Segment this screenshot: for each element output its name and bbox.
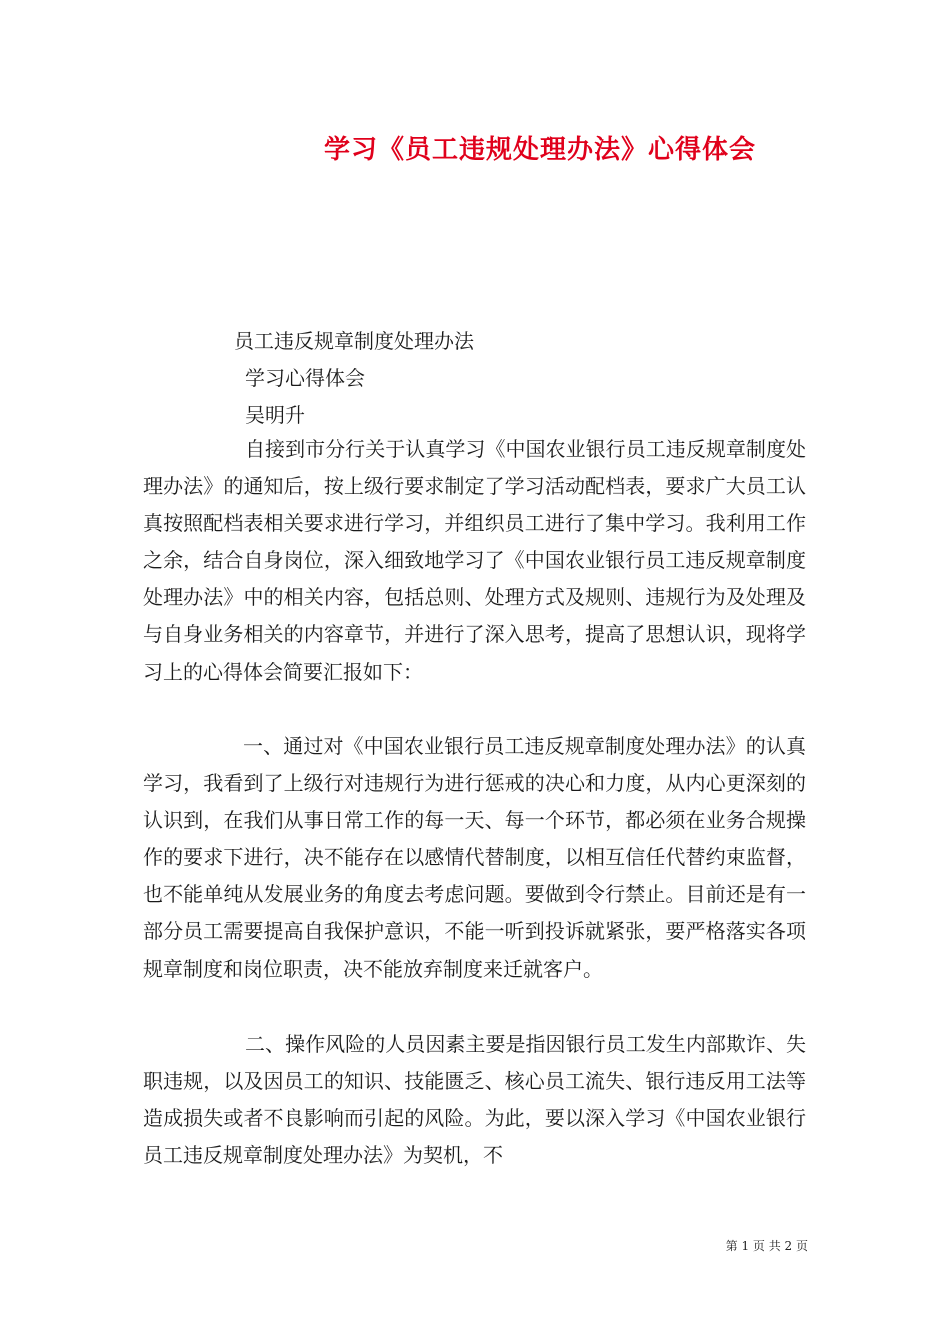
paragraph-intro: 自接到市分行关于认真学习《中国农业银行员工违反规章制度处理办法》的通知后，按上级行要求制定了学习活动配档表，要求广大员工认真按照配档表相关要求进行学习，并组织员工进行了集中学习。我利用工作之余，结合自身岗位，深入细致地学习了《中国农业银行员工违反规章制度处理办法》中的相关内容，包括总则、处理方式及规则、违规行为及处理及与自身业务相关的内容章节，并进行了深入思考，提高了思想认识，现将学习上的心得体会简要汇报如下： [143,437,806,684]
subtitle-line-1: 员工违反规章制度处理办法 [234,329,474,353]
document-title: 学习《员工违规处理办法》心得体会 [323,135,756,165]
subtitle-line-2: 学习心得体会 [245,366,365,390]
author-name: 吴明升 [245,403,305,427]
paragraph-point-one: 一、通过对《中国农业银行员工违反规章制度处理办法》的认真学习，我看到了上级行对违规行为进行惩戒的决心和力度，从内心更深刻的认识到，在我们从事日常工作的每一天、每一个环节，都必须在业务合规操作的要求下进行，决不能存在以感情代替制度，以相互信任代替约束监督，也不能单纯从发展业务的角度去考虑问题。要做到令行禁止。目前还是有一部分员工需要提高自我保护意识，不能一听到投诉就紧张，要严格落实各项规章制度和岗位职责，决不能放弃制度来迁就客户。 [143,734,806,981]
paragraph-point-two: 二、操作风险的人员因素主要是指因银行员工发生内部欺诈、失职违规，以及因员工的知识、技能匮乏、核心员工流失、银行违反用工法等造成损失或者不良影响而引起的风险。为此，要以深入学习《中国农业银行员工违反规章制度处理办法》为契机，不 [143,1032,806,1168]
page-number: 第 1 页 共 2 页 [725,1239,808,1253]
